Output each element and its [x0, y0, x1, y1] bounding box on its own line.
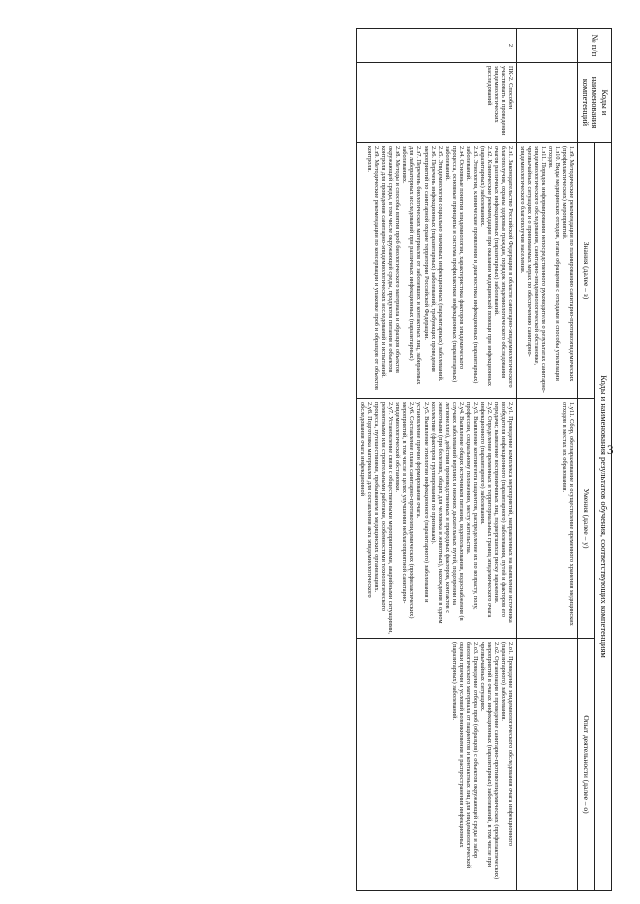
experience-item: 2.о1. Проведение эпидемиологического обследования очага инфекционного (паразитарного) заболевания. [500, 642, 515, 846]
skill-item: 2.у2. Определение временных и территориальных границ эпидемического очага инфекционного (паразитарного) заболевания. [478, 402, 493, 618]
skill-item: 1.у11. Сбор, обеззараживание и осуществление временного хранения медицинских отходов в местах их образования. [561, 402, 576, 626]
competency-table [356, 28, 612, 891]
skill-item: 2.у6. Составление плана санитарно-противоэпидемических (профилактических) мероприятий, в том числе в целях улучшения неблагоприятной санитарно-эпидемиологической обстановки. [394, 402, 416, 619]
skill-item: 2.у7. Установление связи с общественными мероприятиями, аварийными ситуациями, ремонтными или строительными работами, особенностями технологического процесса, путешествиями, пребыванием в медицинских организациях. [373, 402, 395, 634]
skill-item: 2.у5. Выявление этиологии инфекционного (паразитарного) заболевания и установление причин формирования очага. [415, 402, 430, 603]
knowledge-cell [357, 143, 517, 399]
row-num: 2 [357, 29, 517, 63]
knowledge-item: 2.з5. Эпидемиология социально значимых инфекционных (паразитарных) заболеваний. [436, 146, 444, 382]
knowledge-item: 1.з9. Методические рекомендации по планированию санитарно-противоэпидемических (профилактических) мероприятий. [561, 146, 576, 382]
experience-item: 2.о2. Организация и проведение санитарно-противоэпидемических (профилактических) мероприятий в очагах инфекционных (паразитарных) заболеваний, в том числе при чрезвычайных ситуациях. [478, 642, 500, 880]
header-num: № п/п [578, 29, 612, 63]
knowledge-item: 2.з1. Законодательство Российской Федерации в области санитарно-эпидемиологического благополучия, охраны здоровья граждан, порядок эпидемиологического обследования очагов различных инфекционных (паразитарных) заболеваний. [492, 146, 515, 388]
experience-cell [357, 639, 517, 891]
header-knowledge: Знания (далее – з) [578, 143, 594, 399]
knowledge-item: 2.з6. Перечень инфекционных (паразитарных) заболеваний, требующих проведения мероприятий по санитарной охране территории Российской Федерации. [422, 146, 437, 372]
skill-item: 2.у4. Выявление общих источников питания, водопользования, водоснабжения (в случаях заболеваний верхних и нижних дыхательных путей, подозрении на легионеллез), действия производственных и природных факторов, контактов с животными (при болезнях, общих для человека и животных), нахождения в одном коллективе (факторов группирования по признакам). [429, 402, 465, 624]
row-code: ПК-2. Способен участвовать в проведении эпидемиологических расследований [357, 63, 517, 143]
knowledge-item: 1.з11. Порядок информирования непосредственного руководителя о результатах санитарно-эпидемиологического обследования, санитарно-эпидемиологической обстановке, чрезвычайных ситуациях и о принимаемых мерах по обеспечению санитарно-эпидемиологического благополучия населения. [519, 146, 548, 393]
knowledge-item: 2.з3. Этиология, клинические проявления и диагностика инфекционных (паразитарных) заболеваний. [464, 146, 479, 384]
header-skills: Умения (далее – у) [578, 399, 594, 639]
document-sheet [12, 28, 612, 890]
skill-item: 2.у8. Подготовка материалов для составления акта эпидемиологического обследования очага инфекционной [359, 402, 374, 598]
knowledge-item: 2.з9. Методические рекомендации по консервации и упаковке проб и образцов от объектов контроля. [366, 146, 381, 390]
row-code [517, 63, 578, 143]
skills-cell [517, 399, 578, 639]
row-num [517, 29, 578, 63]
knowledge-item: 1.з10. Виды медицинских отходов, этапы обращения с отходами и способы утилизации отходов. [547, 146, 562, 381]
table-row [517, 29, 578, 891]
header-group: Коды и наименования результатов обучения, соответствующих компетенциям [594, 143, 611, 891]
rotated-page-area [12, 28, 612, 890]
experience-cell [517, 639, 578, 891]
skills-cell [357, 399, 517, 639]
skill-item: 2.у3. Выявление контингента пациентов, распределение их по возрасту, полу, профессии, социальному положению, месту жительства. [464, 402, 479, 610]
page-number: 3 [607, 442, 614, 457]
experience-item: 2.о3. Проведение отбора проб (образцов) с объектов окружающей среды и забор биологического материала от пациентов и контактных лиц для эпидемиологической оценки причин и условий возникновения и распространения инфекционных (паразитарных) заболеваний. [450, 642, 479, 869]
knowledge-item: 2.з8. Методы и способы взятия проб биологического материала и образцов объектов окружающей среды, в том числе окружающей среды, продуктов питания и объектов контроля для проведения санитарно-эпидемиологических исследований и испытаний. [380, 146, 402, 378]
header-experience: Опыт деятельности (далее – о) [578, 639, 594, 891]
knowledge-item: 2.з7. Перечень биологических материалов от заболевших и контактных лиц, забираемых для лабораторных исследований при различных инфекционных (паразитарных) заболеваниях. [401, 146, 423, 385]
table-row [357, 29, 517, 891]
knowledge-cell [517, 143, 578, 399]
skill-item: 2.у1. Проведение комплекса мероприятий, направленных на выявление источника возбудителя инфекционного (паразитарного) заболевания, путей и факторов его передачи; выявление восприимчивых лиц, подвергшихся риску заражения. [492, 402, 515, 623]
knowledge-item: 2.з4. Основные понятия эпидемиологии, характеристика факторов эпидемического процесса, основные принципы и система профилактики инфекционных (паразитарных) заболеваний. [443, 146, 465, 383]
knowledge-item: 2.з2. Клинические рекомендации при оказании медицинской помощи при инфекционных (паразитарных) заболеваниях. [478, 146, 493, 387]
header-code: Коды и наименования компетенций [578, 63, 612, 143]
